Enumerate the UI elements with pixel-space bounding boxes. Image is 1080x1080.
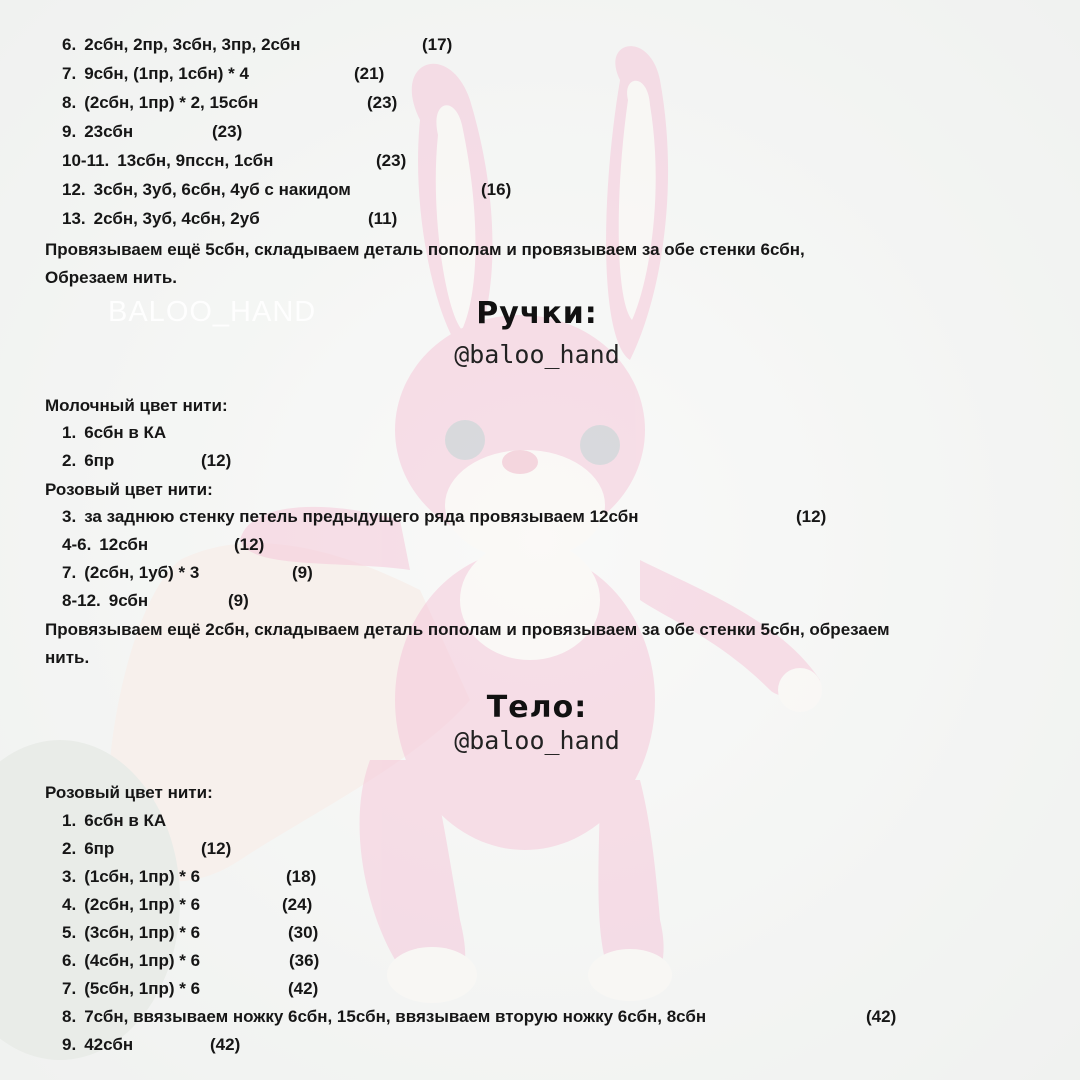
list-item: 2. 6пр (12) [62,451,232,470]
list-item: 2. 6пр (12) [62,839,232,858]
stitch-count: (42) [866,1007,897,1026]
list-item: 7. (2сбн, 1уб) * 3 (9) [62,563,313,582]
list-item: 3. за заднюю стенку петель предыдущего ряда провязываем 12сбн (12) [62,507,827,526]
watermark: BALOO_HAND [108,296,317,328]
stitch-count: (12) [796,507,827,526]
stitch-count: (21) [354,64,385,83]
author-handle: @baloo_hand [454,340,620,369]
list-item: 10-11. 13сбн, 9пссн, 1сбн (23) [62,151,407,170]
yarn-color-label: Молочный цвет нити: [45,396,228,415]
stitch-count: (12) [234,535,265,554]
list-item: 7. 9сбн, (1пр, 1сбн) * 4 (21) [62,64,385,83]
stitch-count: (42) [210,1035,241,1054]
list-item: 5. (3сбн, 1пр) * 6 (30) [62,923,319,942]
list-item: 4. (2сбн, 1пр) * 6 (24) [62,895,313,914]
ears-finishing-note: Провязываем ещё 5сбн, складываем деталь пополам и провязываем за обе стенки 6сбн, Обрезаем нить. [45,240,805,287]
stitch-count: (23) [367,93,398,112]
list-item: 1. 6сбн в КА [62,811,167,830]
section-title-arms: Ручки: [476,296,598,331]
list-item: 8-12. 9сбн (9) [62,591,249,610]
stitch-count: (12) [201,451,232,470]
stitch-count: (23) [376,151,407,170]
list-item: 9. 23сбн (23) [62,122,243,141]
list-item: 8. (2сбн, 1пр) * 2, 15сбн (23) [62,93,398,112]
stitch-count: (23) [212,122,243,141]
list-item: 9. 42сбн (42) [62,1035,241,1054]
stitch-count: (30) [288,923,319,942]
section-title-body: Тело: [486,690,588,725]
stitch-count: (9) [228,591,249,610]
stitch-count: (42) [288,979,319,998]
stitch-count: (17) [422,35,453,54]
arms-finishing-note: Провязываем ещё 2сбн, складываем деталь пополам и провязываем за обе стенки 5сбн, обрезаем нить. [45,620,890,667]
list-item: 1. 6сбн в КА [62,423,167,442]
list-item: 3. (1сбн, 1пр) * 6 (18) [62,867,317,886]
list-item: 6. (4сбн, 1пр) * 6 (36) [62,951,320,970]
stitch-count: (9) [292,563,313,582]
list-item: 6. 2сбн, 2пр, 3сбн, 3пр, 2сбн (17) [62,35,453,54]
list-item: 8. 7сбн, ввязываем ножку 6сбн, 15сбн, ввязываем вторую ножку 6сбн, 8сбн (42) [62,1007,897,1026]
stitch-count: (24) [282,895,313,914]
list-item: 12. 3сбн, 3уб, 6сбн, 4уб с накидом (16) [62,180,512,199]
yarn-color-label: Розовый цвет нити: [45,480,213,499]
stitch-count: (36) [289,951,320,970]
stitch-count: (16) [481,180,512,199]
list-item: 7. (5сбн, 1пр) * 6 (42) [62,979,319,998]
stitch-count: (11) [368,209,398,228]
list-item: 4-6. 12сбн (12) [62,535,265,554]
list-item: 13. 2сбн, 3уб, 4сбн, 2уб (11) [62,209,398,228]
author-handle: @baloo_hand [454,726,620,755]
stitch-count: (12) [201,839,232,858]
stitch-count: (18) [286,867,317,886]
yarn-color-label: Розовый цвет нити: [45,783,213,802]
